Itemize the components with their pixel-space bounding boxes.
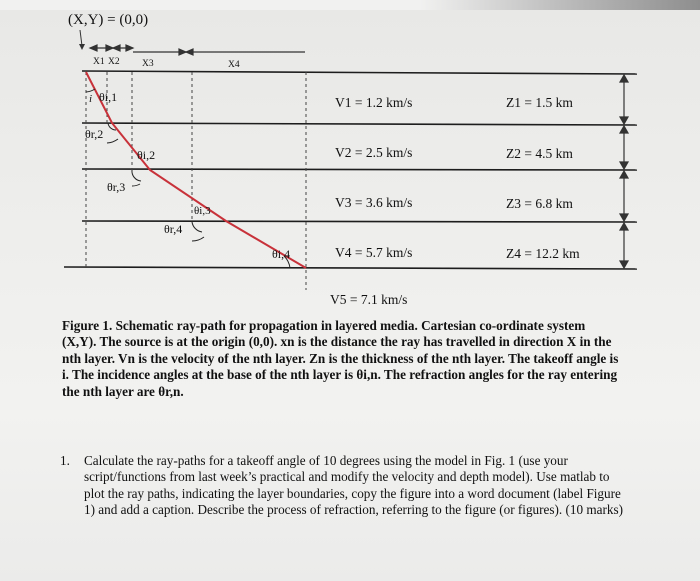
layer-4-thickness: Z4 = 12.2 km	[506, 246, 580, 261]
theta-r4-label: θr,4	[164, 222, 183, 236]
source-arrow	[80, 30, 82, 46]
halfspace-velocity: V5 = 7.1 km/s	[330, 292, 408, 307]
question-number: 1.	[60, 453, 70, 468]
x2-label: X2	[108, 57, 120, 67]
theta-i3-label: θi,3	[194, 205, 211, 217]
layer-2-velocity: V2 = 2.5 km/s	[335, 145, 413, 160]
takeoff-angle-label: i	[89, 93, 93, 105]
layer-1-velocity: V1 = 1.2 km/s	[335, 95, 413, 110]
x3-label: X3	[142, 59, 154, 69]
boundary-4	[64, 267, 637, 269]
layer-1-thickness: Z1 = 1.5 km	[506, 95, 573, 110]
theta-r3-label: θr,3	[107, 180, 126, 194]
x1-label: X1	[93, 57, 105, 67]
theta-i2-label: θi,2	[137, 148, 156, 162]
layer-4-velocity: V4 = 5.7 km/s	[335, 245, 413, 260]
layer-3-velocity: V3 = 3.6 km/s	[335, 195, 413, 210]
layer-3-thickness: Z3 = 6.8 km	[506, 196, 573, 211]
theta-i4-label: θi,4	[272, 247, 291, 261]
question-text: Calculate the ray-paths for a takeoff angle of 10 degrees using the model in Fig. 1 (use your script/functions from last week’s practical and modify the velocity and depth model). Use matlab to plot the ray paths, indicating the layer boundaries, copy the figure into a word document (label Figure 1) and add a caption. Describe the process of refraction, referring to the figure (or figures). (10 marks)	[84, 453, 624, 517]
theta-r2-label: θr,2	[85, 127, 104, 141]
figure-caption: Figure 1. Schematic ray-path for propagation in layered media. Cartesian co-ordinate system (X,Y). The source is at the origin (0,0). xn is the distance the ray has travelled in direction X in the nth layer. Vn is the velocity of the nth layer. Zn is the thickness of the nth layer. The takeoff angle is i. The incidence angles at the base of the nth layer is θi,n. The refraction angles for the ray entering the nth layer are θr,n.	[62, 318, 619, 399]
x-distance-arrows	[90, 45, 305, 55]
layer-2-thickness: Z2 = 4.5 km	[506, 146, 573, 161]
source-arrow-head	[79, 44, 85, 50]
boundary-surface	[82, 71, 637, 74]
theta-i1-label: θi,1	[99, 90, 118, 104]
boundary-1	[82, 123, 637, 125]
boundary-2	[82, 169, 637, 170]
origin-label: (X,Y) = (0,0)	[68, 12, 149, 28]
x4-label: X4	[228, 60, 240, 70]
thickness-arrows	[620, 75, 628, 268]
